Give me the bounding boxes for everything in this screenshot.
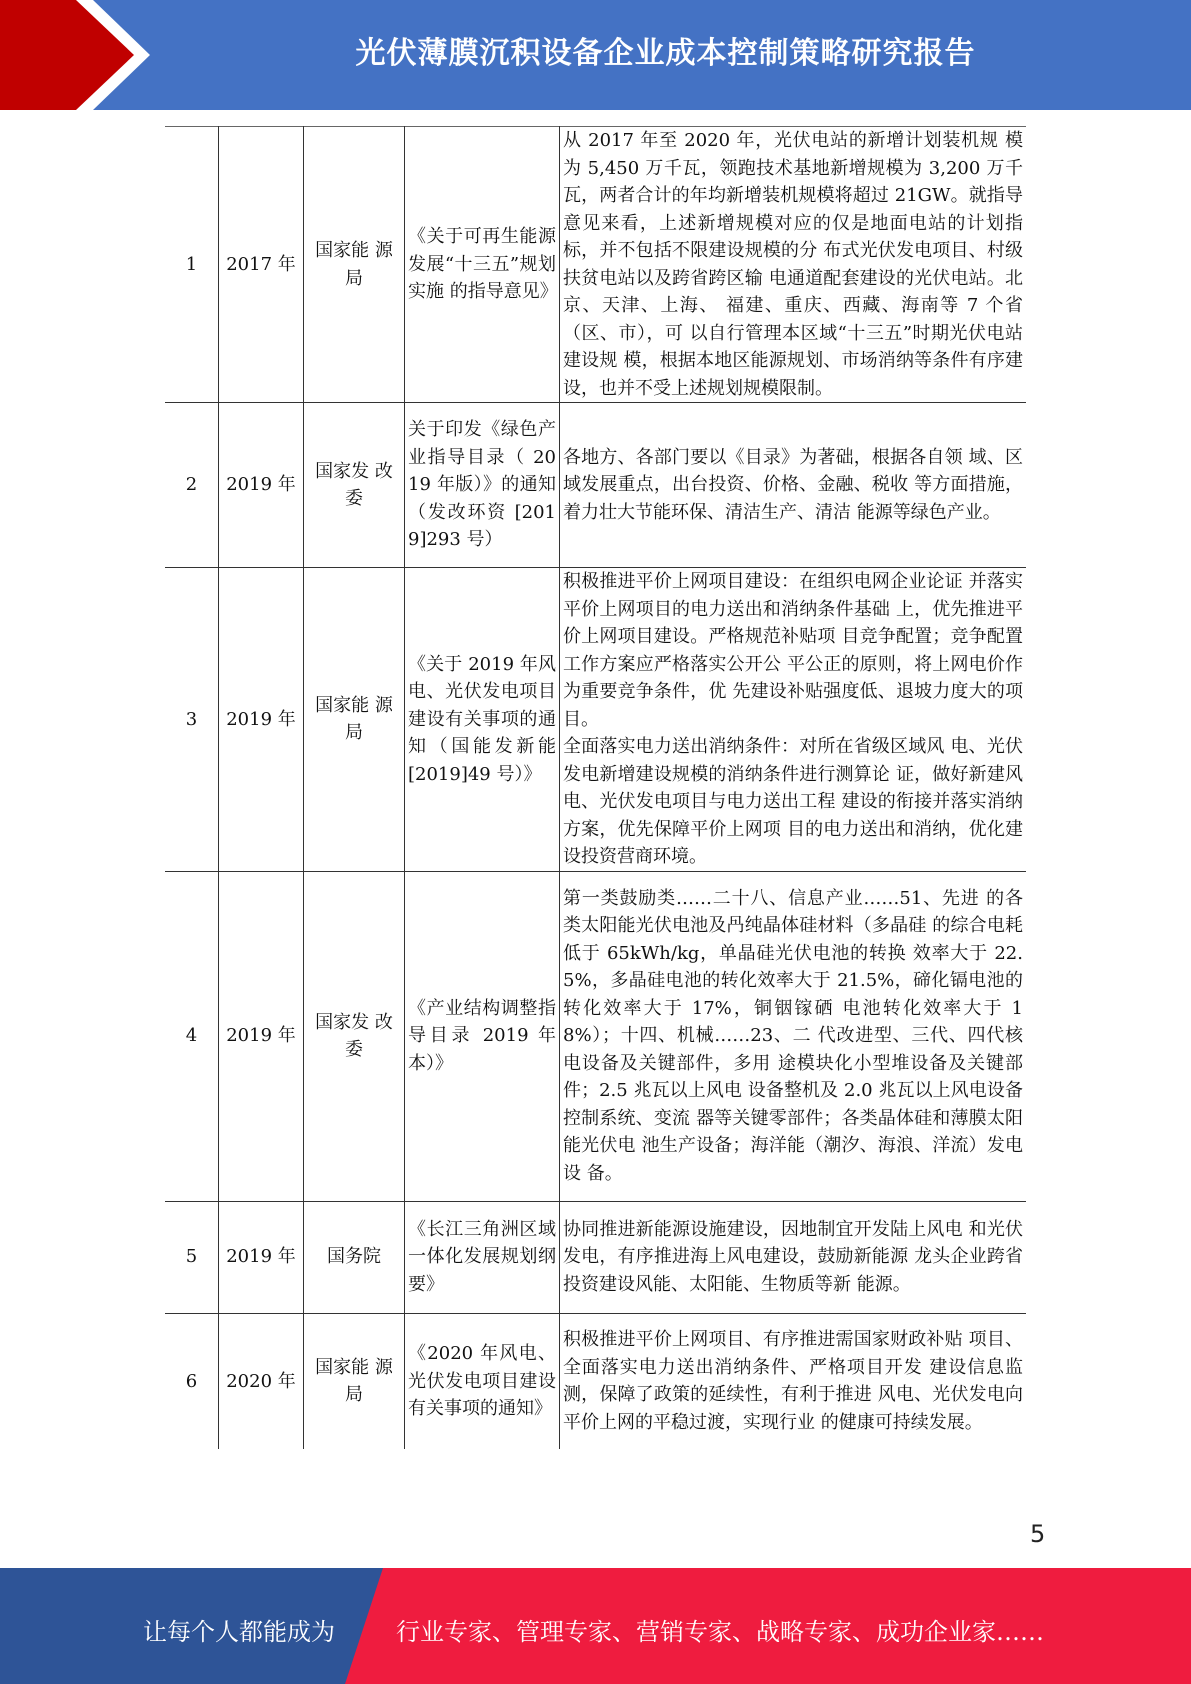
row-number: 4: [165, 871, 219, 1201]
row-year: 2019 年: [219, 568, 304, 872]
row-document: 《长江三角洲区域一体化发展规划纲要》: [405, 1201, 560, 1313]
table-row: [165, 127, 1026, 403]
row-organization: 国家能 源局: [304, 127, 405, 403]
row-year: 2020 年: [219, 1313, 304, 1449]
row-organization: 国务院: [304, 1201, 405, 1313]
content-paragraph: 全面落实电力送出消纳条件：对所在省级区域风 电、光伏发电新增建设规模的消纳条件进行测算论 证，做好新建风电、光伏发电项目与电力送出工程 建设的衔接并落实消纳方案，优先保障平价上网项 目的电力送出和消纳，优化建设投资营商环境。: [563, 736, 1023, 867]
row-number: 2: [165, 403, 219, 568]
report-title: 光伏薄膜沉积设备企业成本控制策略研究报告: [355, 36, 976, 71]
row-content: [560, 568, 1027, 872]
row-document: 关于印发《绿色产业指导目录（ 2019 年版）》的通知（发改环资 [2019]293 号）: [405, 403, 560, 568]
row-content: 从 2017 年至 2020 年，光伏电站的新增计划装机规 模为 5,450 万千瓦，领跑技术基地新增规模为 3,200 万千瓦，两者合计的年均新增装机规模将超过 21GW。就指导意见来看，上述新增规模对应的仅是地面电站的计划指标，并不包括不限建设规模的分 布式光伏发电项目、村级扶贫电站以及跨省跨区输 电通道配套建设的光伏电站。北京、天津、上海、 福建、重庆、西藏、海南等 7 个省（区、市），可 以自行管理本区域“十三五”时期光伏电站建设规 模，根据本地区能源规划、市场消纳等条件有序建 设，也并不受上述规划规模限制。: [560, 127, 1027, 403]
row-year: 2019 年: [219, 403, 304, 568]
row-organization: 国家能 源局: [304, 568, 405, 872]
row-number: 6: [165, 1313, 219, 1449]
row-document: 《关于可再生能源发展“十三五”规划实施 的指导意见》: [405, 127, 560, 403]
row-number: 3: [165, 568, 219, 872]
row-organization: 国家能 源局: [304, 1313, 405, 1449]
row-document: 《关于 2019 年风电、光伏发电项目建设有关事项的通知（国能发新能 [2019]49 号）》: [405, 568, 560, 872]
row-content: 协同推进新能源设施建设，因地制宜开发陆上风电 和光伏发电，有序推进海上风电建设，鼓励新能源 龙头企业跨省投资建设风能、太阳能、生物质等新 能源。: [560, 1201, 1027, 1313]
table-row: [165, 403, 1026, 568]
row-document: 《产业结构调整指导目录 2019 年本）》: [405, 871, 560, 1201]
row-number: 1: [165, 127, 219, 403]
table-row: [165, 1201, 1026, 1313]
row-year: 2019 年: [219, 1201, 304, 1313]
header-red-chevron: [0, 0, 134, 110]
footer-slogan-right: 行业专家、管理专家、营销专家、战略专家、成功企业家……: [396, 1618, 1044, 1646]
footer-banner: [0, 1568, 1191, 1684]
table-row: [165, 871, 1026, 1201]
row-content: 各地方、各部门要以《目录》为著础，根据各自领 域、区域发展重点，出台投资、价格、金融、税收 等方面措施，着力壮大节能环保、清洁生产、清洁 能源等绿色产业。: [560, 403, 1027, 568]
table-row: [165, 1313, 1026, 1449]
row-content: 第一类鼓励类……二十八、信息产业……51、先进 的各类太阳能光伏电池及冎纯晶体硅材料（多晶硅 的综合电耗低于 65kWh/kg，单晶硅光伏电池的转换 效率大于 22.5%，多晶硅电池的转化效率大于 21.5%，碲化镉电池的转化效率大于 17%，铜铟镓硒 电池转化效率大于 18%）；十四、机械……23、二 代改进型、三代、四代核电设备及关键部件，多用 途模块化小型堆设备及关键部件；2.5 兆瓦以上风电 设备整机及 2.0 兆瓦以上风电设备控制系统、变流 器等关键零部件；各类晶体硅和薄膜太阳能光伏电 池生产设备；海洋能（潮汐、海浪、洋流）发电设 备。: [560, 871, 1027, 1201]
row-organization: 国家发 改委: [304, 403, 405, 568]
row-content: 积极推进平价上网项目、有序推进需国家财政补贴 项目、全面落实电力送出消纳条件、严格项目开发 建设信息监测，保障了政策的延续性，有利于推进 风电、光伏发电向平价上网的平稳过渡，实现行业 的健康可持续发展。: [560, 1313, 1027, 1449]
row-number: 5: [165, 1201, 219, 1313]
row-organization: 国家发 改委: [304, 871, 405, 1201]
table-row: [165, 568, 1026, 872]
header-banner: [0, 0, 1191, 110]
row-year: 2019 年: [219, 871, 304, 1201]
row-document: 《2020 年风电、光伏发电项目建设有关事项的通知》: [405, 1313, 560, 1449]
policy-table: [165, 126, 1026, 1449]
footer-slogan-left: 让每个人都能成为: [143, 1618, 335, 1646]
row-year: 2017 年: [219, 127, 304, 403]
page-number: 5: [1030, 1520, 1046, 1548]
content-paragraph: 积极推进平价上网项目建设：在组织电网企业论证 并落实平价上网项目的电力送出和消纳条件基础 上，优先推进平价上网项目建设。严格规范补贴项 目竞争配置；竞争配置工作方案应严格落实公开公 平公正的原则，将上网电价作为重要竞争条件，优 先建设补贴强度低、退坡力度大的项目。: [563, 571, 1023, 730]
